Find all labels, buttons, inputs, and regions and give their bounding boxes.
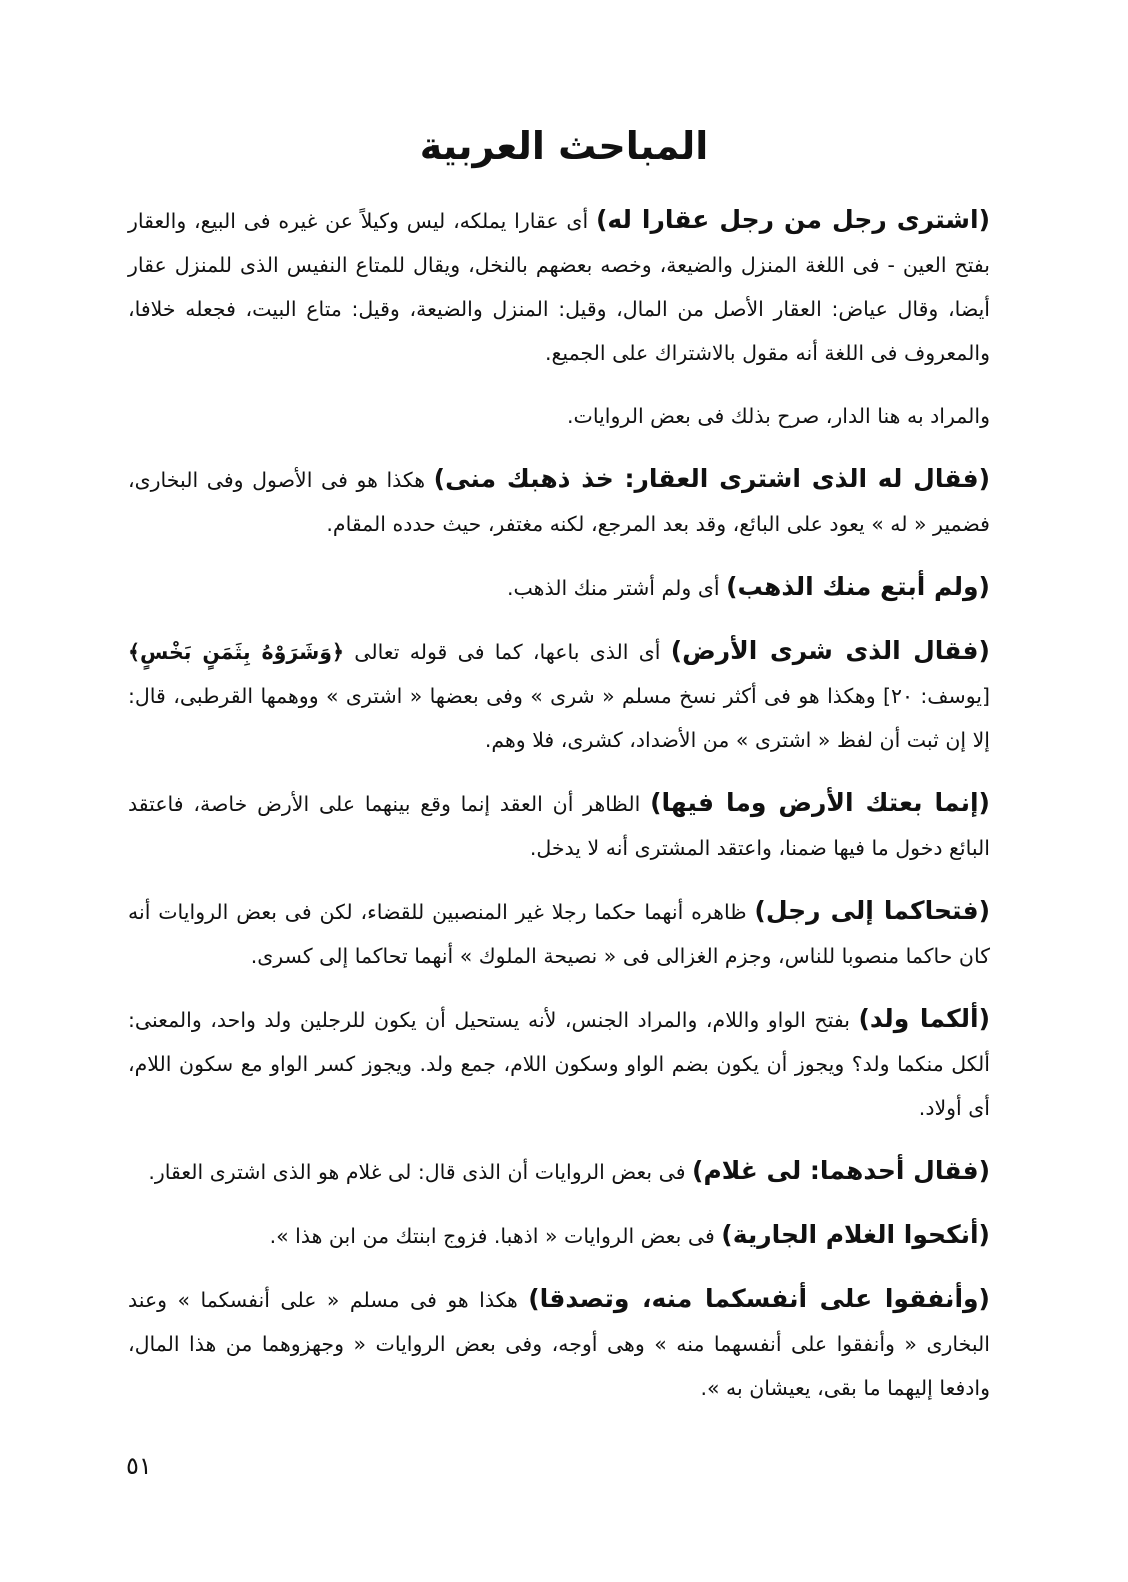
paragraph-9-text: فى بعض الروايات أن الذى قال: لى غلام هو الذى اشترى العقار. [148, 1160, 693, 1184]
paragraph-2 [128, 394, 990, 438]
paragraph-1 [128, 198, 990, 375]
paragraph-3-text: هكذا هو فى الأصول وفى البخارى، فضمير « له » يعود على البائع، وقد بعد المرجع، لكنه مغتفر، حيث حدده المقام. [128, 468, 990, 536]
paragraph-4-text: أى ولم أشتر منك الذهب. [507, 576, 727, 600]
paragraph-5-heading: (فقال الذى شرى الأرض) [670, 636, 990, 665]
paragraph-8-text: بفتح الواو واللام، والمراد الجنس، لأنه يستحيل أن يكون للرجلين ولد واحد، والمعنى: ألكل منكما ولد؟ ويجوز أن يكون بضم الواو وسكون اللام، جمع ولد. ويجوز كسر الواو مع سكون اللام، أى أولاد. [128, 1008, 990, 1120]
paragraph-2-text: والمراد به هنا الدار، صرح بذلك فى بعض الروايات. [567, 404, 990, 428]
page-number: ٥١ [126, 1452, 152, 1480]
body-text [128, 198, 990, 1429]
paragraph-9-heading: (فقال أحدهما: لى غلام) [692, 1156, 990, 1185]
paragraph-8 [128, 997, 990, 1130]
paragraph-1-text: أى عقارا يملكه، ليس وكيلاً عن غيره فى البيع، والعقار بفتح العين - فى اللغة المنزل والضيعة، وخصه بعضهم بالنخل، ويقال للمتاع النفيس الذى للمنزل عقار أيضا، وقال عياض: العقار الأصل من المال، وقيل: المنزل والضيعة، وقيل: متاع البيت، فجعله خلافا، والمعروف فى اللغة أنه مقول بالاشتراك على الجميع. [128, 209, 990, 365]
paragraph-4-heading: (ولم أبتع منك الذهب) [726, 572, 990, 601]
paragraph-5-text-continued: [يوسف: ٢٠] وهكذا هو فى أكثر نسخ مسلم « شرى » وفى بعضها « اشترى » ووهمها القرطبى، قال: إلا إن ثبت أن لفظ « اشترى » من الأضداد، كشرى، فلا وهم. [128, 684, 990, 752]
paragraph-5-text: أى الذى باعها، كما فى قوله تعالى [344, 640, 671, 664]
paragraph-7-text: ظاهره أنهما حكما رجلا غير المنصبين للقضاء، لكن فى بعض الروايات أنه كان حاكما منصوبا للناس، وجزم الغزالى فى « نصيحة الملوك » أنهما تحاكما إلى كسرى. [128, 900, 990, 968]
paragraph-3-heading: (فقال له الذى اشترى العقار: خذ ذهبك منى) [433, 464, 990, 493]
page-title: المباحث العربية [419, 124, 709, 168]
paragraph-11 [128, 1277, 990, 1410]
paragraph-7 [128, 889, 990, 978]
paragraph-1-heading: (اشترى رجل من رجل عقارا له) [595, 205, 990, 234]
paragraph-8-heading: (ألكما ولد) [858, 1004, 990, 1033]
paragraph-10 [128, 1213, 990, 1258]
paragraph-11-heading: (وأنفقوا على أنفسكما منه، وتصدقا) [528, 1284, 990, 1313]
paragraph-7-heading: (فتحاكما إلى رجل) [754, 896, 990, 925]
paragraph-6 [128, 781, 990, 870]
paragraph-6-heading: (إنما بعتك الأرض وما فيها) [650, 788, 990, 817]
paragraph-4 [128, 565, 990, 610]
paragraph-5 [128, 629, 990, 762]
quran-verse: ﴿وَشَرَوْهُ بِثَمَنٍ بَخْسٍ﴾ [128, 640, 345, 664]
paragraph-10-heading: (أنكحوا الغلام الجارية) [721, 1220, 990, 1249]
paragraph-6-text: الظاهر أن العقد إنما وقع بينهما على الأرض خاصة، فاعتقد البائع دخول ما فيها ضمنا، واعتقد المشترى أنه لا يدخل. [128, 792, 990, 860]
paragraph-11-text: هكذا هو فى مسلم « على أنفسكما » وعند البخارى « وأنفقوا على أنفسهما منه » وهى أوجه، وفى بعض الروايات « وجهزوهما من هذا المال، وادفعا إليهما ما بقى، يعيشان به ». [128, 1288, 990, 1400]
paragraph-9 [128, 1149, 990, 1194]
paragraph-3 [128, 457, 990, 546]
paragraph-10-text: فى بعض الروايات « اذهبا. فزوج ابنتك من ابن هذا ». [269, 1224, 722, 1248]
